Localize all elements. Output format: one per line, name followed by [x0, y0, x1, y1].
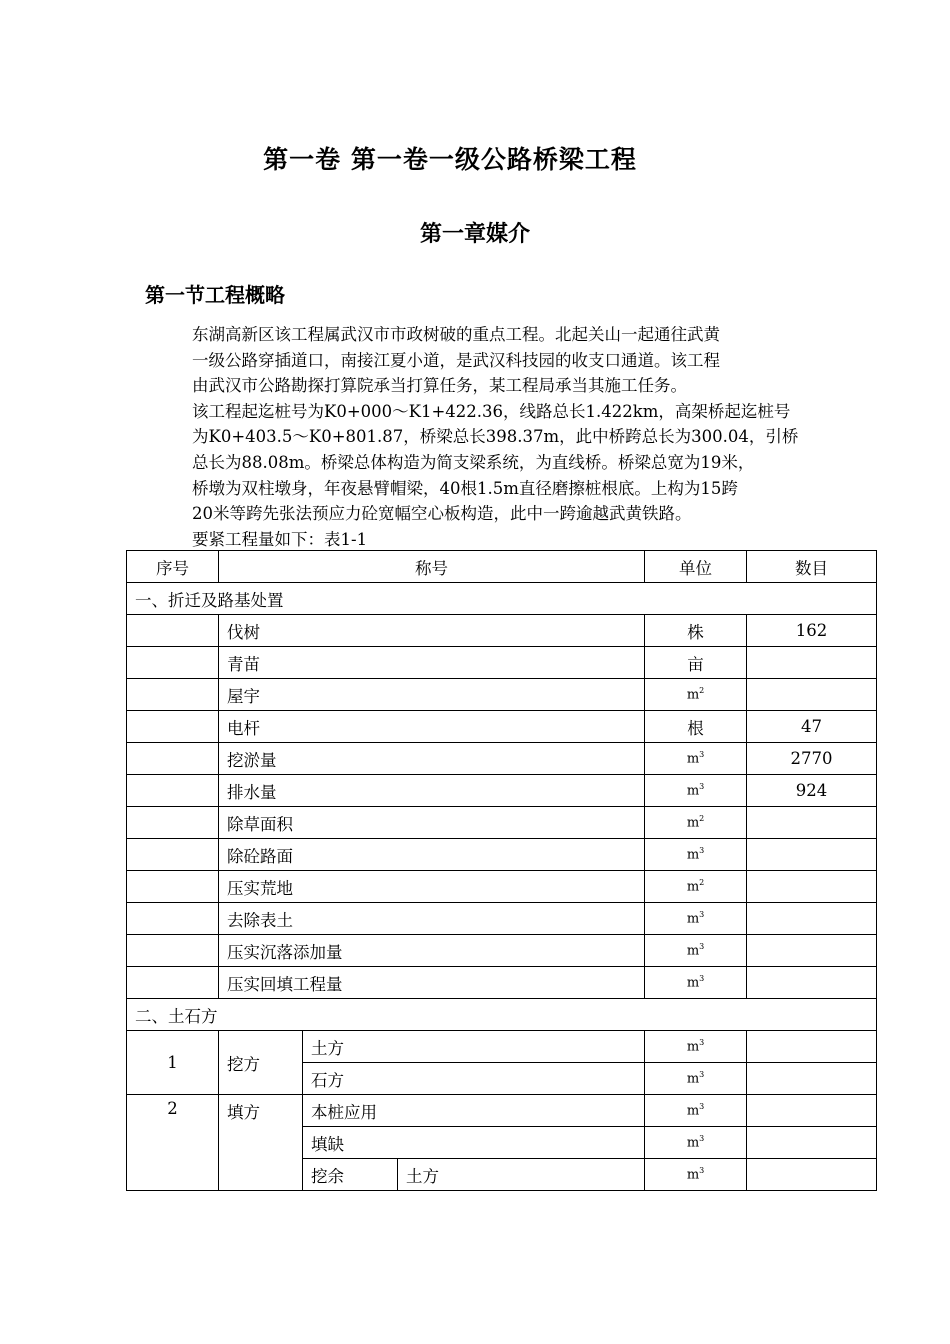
- paragraph-line: 该工程起迄桩号为K0+000～K1+422.36，线路总长1.422km，高架桥起迄桩号: [192, 401, 791, 421]
- unit-cell: 根: [645, 711, 747, 743]
- unit-base: m: [686, 1167, 700, 1183]
- header-seq: 序号: [127, 551, 219, 583]
- table-row: [127, 711, 877, 743]
- unit-exponent: 3: [699, 750, 705, 760]
- table-row: [127, 679, 877, 711]
- name-cell: 石方: [303, 1063, 645, 1095]
- table-row: [127, 615, 877, 647]
- unit-exponent: 3: [699, 846, 705, 856]
- seq-cell: [127, 935, 219, 967]
- unit-base: m: [686, 943, 700, 959]
- unit-cell: [645, 871, 747, 903]
- name-cell: 屋宇: [219, 679, 645, 711]
- unit-cell: [645, 743, 747, 775]
- seq-cell: [127, 679, 219, 711]
- unit-base: m: [686, 751, 700, 767]
- name-cell: 本桩应用: [303, 1095, 645, 1127]
- qty-cell: [747, 1095, 877, 1127]
- unit-base: m: [686, 911, 700, 927]
- qty-cell: [747, 871, 877, 903]
- unit-exponent: 3: [699, 974, 705, 984]
- table-header-row: [127, 551, 877, 583]
- name-cell: 压实荒地: [219, 871, 645, 903]
- unit-exponent: 2: [699, 878, 705, 888]
- unit-exponent: 3: [699, 1070, 705, 1080]
- header-unit: 单位: [645, 551, 747, 583]
- group-name-cell: 填方: [219, 1095, 303, 1191]
- name-cell: 挖余: [303, 1159, 398, 1191]
- unit-exponent: 2: [699, 814, 705, 824]
- table-row: [127, 743, 877, 775]
- table-row: [127, 967, 877, 999]
- unit-base: m: [686, 1135, 700, 1151]
- qty-cell: [747, 839, 877, 871]
- qty-cell: 162: [747, 615, 877, 647]
- section-row: [127, 999, 877, 1031]
- seq-cell: [127, 743, 219, 775]
- unit-exponent: 3: [699, 1166, 705, 1176]
- name-cell: 填缺: [303, 1127, 645, 1159]
- seq-cell: [127, 903, 219, 935]
- qty-cell: [747, 647, 877, 679]
- unit-cell: [645, 839, 747, 871]
- qty-cell: 924: [747, 775, 877, 807]
- quantity-table: [126, 550, 877, 1191]
- table-row: [127, 1095, 877, 1127]
- group-name-cell: 挖方: [219, 1031, 303, 1095]
- qty-cell: [747, 1127, 877, 1159]
- name-cell: 挖淤量: [219, 743, 645, 775]
- name-cell: 去除表土: [219, 903, 645, 935]
- unit-base: m: [686, 815, 700, 831]
- unit-cell: [645, 935, 747, 967]
- section-row: [127, 583, 877, 615]
- table-row: [127, 839, 877, 871]
- paragraph-line: 20米等跨先张法预应力砼宽幅空心板构造，此中一跨逾越武黄铁路。: [192, 504, 692, 524]
- unit-cell: [645, 807, 747, 839]
- unit-exponent: 3: [699, 782, 705, 792]
- header-name: 称号: [219, 551, 645, 583]
- unit-base: m: [686, 975, 700, 991]
- unit-base: m: [686, 1071, 700, 1087]
- unit-cell: 亩: [645, 647, 747, 679]
- name-cell: 伐树: [219, 615, 645, 647]
- unit-exponent: 3: [699, 942, 705, 952]
- seq-cell: [127, 775, 219, 807]
- paragraph-line: 桥墩为双柱墩身，年夜悬臂帽梁，40根1.5m直径磨擦桩根底。上构为15跨: [192, 478, 738, 498]
- unit-base: m: [686, 879, 700, 895]
- unit-base: m: [686, 687, 700, 703]
- name-cell: 排水量: [219, 775, 645, 807]
- unit-base: m: [686, 847, 700, 863]
- unit-cell: [645, 1031, 747, 1063]
- unit-exponent: 3: [699, 1102, 705, 1112]
- table-caption: 要紧工程量如下：表1-1: [192, 529, 368, 549]
- table-row: [127, 903, 877, 935]
- seq-cell: [127, 647, 219, 679]
- unit-cell: [645, 903, 747, 935]
- unit-cell: [645, 1063, 747, 1095]
- qty-cell: [747, 935, 877, 967]
- unit-cell: [645, 1127, 747, 1159]
- unit-exponent: 2: [699, 686, 705, 696]
- paragraph-line: 东湖高新区该工程属武汉市市政树破的重点工程。北起关山一起通往武黄: [192, 325, 720, 344]
- volume-title: 第一卷 第一卷一级公路桥梁工程: [263, 145, 637, 174]
- paragraph-line: 为K0+403.5～K0+801.87，桥梁总长398.37m，此中桥跨总长为300.04，引桥: [192, 427, 799, 447]
- name-cell: 青苗: [219, 647, 645, 679]
- name-cell: 土方: [303, 1031, 645, 1063]
- seq-cell: [127, 711, 219, 743]
- header-qty: 数目: [747, 551, 877, 583]
- qty-cell: [747, 967, 877, 999]
- qty-cell: [747, 1063, 877, 1095]
- qty-cell: [747, 903, 877, 935]
- sub-name-cell: 土方: [398, 1159, 645, 1191]
- unit-cell: [645, 679, 747, 711]
- paragraph-line: 一级公路穿插道口，南接江夏小道，是武汉科技园的收支口通道。该工程: [192, 350, 720, 370]
- qty-cell: [747, 1159, 877, 1191]
- seq-cell: [127, 871, 219, 903]
- table-row: [127, 1031, 877, 1063]
- seq-cell: 2: [127, 1095, 219, 1191]
- name-cell: 压实回填工程量: [219, 967, 645, 999]
- qty-cell: [747, 807, 877, 839]
- qty-cell: 47: [747, 711, 877, 743]
- overview-text: [192, 322, 812, 552]
- name-cell: 除砼路面: [219, 839, 645, 871]
- table-row: [127, 647, 877, 679]
- unit-base: m: [686, 783, 700, 799]
- seq-cell: [127, 807, 219, 839]
- section-title-cell: 一、折迁及路基处置: [127, 583, 877, 615]
- name-cell: 除草面积: [219, 807, 645, 839]
- seq-cell: [127, 967, 219, 999]
- qty-cell: [747, 1031, 877, 1063]
- unit-base: m: [686, 1103, 700, 1119]
- qty-cell: [747, 679, 877, 711]
- chapter-title: 第一章媒介: [419, 222, 530, 247]
- table-row: [127, 871, 877, 903]
- name-cell: 电杆: [219, 711, 645, 743]
- unit-cell: [645, 775, 747, 807]
- section-title-cell: 二、土石方: [127, 999, 877, 1031]
- unit-base: m: [686, 1039, 700, 1055]
- qty-cell: 2770: [747, 743, 877, 775]
- table-row: [127, 775, 877, 807]
- unit-cell: 株: [645, 615, 747, 647]
- paragraph-line: 由武汉市公路勘探打算院承当打算任务，某工程局承当其施工任务。: [192, 376, 687, 396]
- unit-cell: [645, 967, 747, 999]
- table-row: [127, 807, 877, 839]
- unit-cell: [645, 1095, 747, 1127]
- name-cell: 压实沉落添加量: [219, 935, 645, 967]
- unit-cell: [645, 1159, 747, 1191]
- unit-exponent: 3: [699, 1038, 705, 1048]
- seq-cell: [127, 839, 219, 871]
- unit-exponent: 3: [699, 910, 705, 920]
- section-title: 第一节工程概略: [145, 283, 285, 307]
- unit-exponent: 3: [699, 1134, 705, 1144]
- table-row: [127, 935, 877, 967]
- paragraph-line: 总长为88.08m。桥梁总体构造为简支梁系统，为直线桥。桥梁总宽为19米，: [192, 452, 755, 472]
- seq-cell: [127, 615, 219, 647]
- seq-cell: 1: [127, 1031, 219, 1095]
